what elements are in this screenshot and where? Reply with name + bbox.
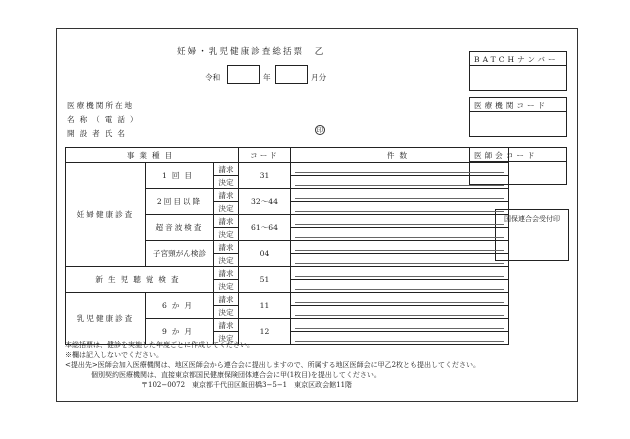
decided-label: 決定 [214, 202, 239, 215]
claim-label: 請求 [214, 215, 239, 228]
claim-label: 請求 [214, 241, 239, 254]
group-newborn-hearing: 新生児聴覚検査 [66, 267, 214, 293]
year-input[interactable] [227, 65, 260, 84]
address-label: 医療機関所在地 [67, 101, 135, 110]
note-line: 個別契約医療機関は、直接東京都国民健康保険団体連合会に甲(1枚目)を提出してください。 [91, 371, 381, 379]
row-code: 51 [239, 267, 291, 293]
row-label: 1回目 [146, 163, 214, 189]
decided-label: 決定 [214, 306, 239, 319]
decided-label: 決定 [214, 280, 239, 293]
count-claim-input[interactable] [291, 293, 509, 306]
form-title: 妊婦・乳児健康診査総括票 乙 [177, 47, 326, 57]
address-line: 〒102−0072 東京都千代田区飯田橋3−5−1 東京区政会館11階 [141, 381, 353, 389]
row-label: 子宮頸がん検診 [146, 241, 214, 267]
count-decided-input[interactable] [291, 280, 509, 293]
count-decided-input[interactable] [291, 332, 509, 345]
row-code: 31 [239, 163, 291, 189]
table-row [66, 293, 509, 306]
count-decided-input[interactable] [291, 228, 509, 241]
count-claim-input[interactable] [291, 267, 509, 280]
row-code: 61〜64 [239, 215, 291, 241]
founder-label: 開設者氏名 [67, 129, 130, 138]
claim-label: 請求 [214, 267, 239, 280]
table-header-row [66, 148, 509, 163]
row-label: 2回目以降 [146, 189, 214, 215]
decided-label: 決定 [214, 254, 239, 267]
row-code: 32〜44 [239, 189, 291, 215]
facility-code-box[interactable] [469, 97, 567, 137]
group-maternal: 妊婦健康診査 [66, 163, 146, 267]
row-label: 6か月 [146, 293, 214, 319]
header-code: コード [239, 148, 291, 163]
row-label: 9か月 [146, 319, 214, 345]
count-claim-input[interactable] [291, 163, 509, 176]
row-code: 11 [239, 293, 291, 319]
count-claim-input[interactable] [291, 215, 509, 228]
table-row [66, 163, 509, 176]
count-claim-input[interactable] [291, 319, 509, 332]
claim-label: 請求 [214, 293, 239, 306]
claim-label: 請求 [214, 189, 239, 202]
decided-label: 決定 [214, 176, 239, 189]
batch-number-label: BATCHナンバー [470, 52, 566, 66]
era-label: 令和 [205, 73, 221, 82]
row-label: 超音波検査 [146, 215, 214, 241]
month-input[interactable] [275, 65, 308, 84]
decided-label: 決定 [214, 228, 239, 241]
count-decided-input[interactable] [291, 306, 509, 319]
receipt-stamp-label: 国保連合会受付印 [504, 215, 560, 223]
row-code: 12 [239, 319, 291, 345]
header-item: 事業種目 [66, 148, 239, 163]
table-row [66, 267, 509, 280]
decided-label: 決定 [214, 332, 239, 345]
header-count: 件数 [291, 148, 509, 163]
claim-summary-form [56, 28, 578, 402]
note-line: ※欄は記入しないでください。 [65, 351, 163, 359]
facility-code-label: 医療機関コード [470, 98, 566, 112]
note-line: 本総括票は、健診を実施した年度ごとに作成してください。 [65, 341, 254, 349]
service-table [65, 147, 509, 345]
year-label: 年 [263, 73, 271, 82]
seal-icon: 印 [316, 126, 324, 134]
batch-number-box[interactable] [469, 51, 567, 91]
doctor-code-label: 医師会コード [470, 148, 566, 162]
note-line: <提出先>医師会加入医療機関は、地区医師会から連合会に提出しますので、所属する地区医師会に甲乙2枚とも提出してください。 [65, 361, 481, 369]
row-code: 04 [239, 241, 291, 267]
count-decided-input[interactable] [291, 176, 509, 189]
name-label: 名称（電話） [67, 115, 143, 124]
count-decided-input[interactable] [291, 202, 509, 215]
count-claim-input[interactable] [291, 241, 509, 254]
count-claim-input[interactable] [291, 189, 509, 202]
count-decided-input[interactable] [291, 254, 509, 267]
claim-label: 請求 [214, 319, 239, 332]
group-infant: 乳児健康診査 [66, 293, 146, 345]
claim-label: 請求 [214, 163, 239, 176]
month-label: 月分 [311, 73, 327, 82]
